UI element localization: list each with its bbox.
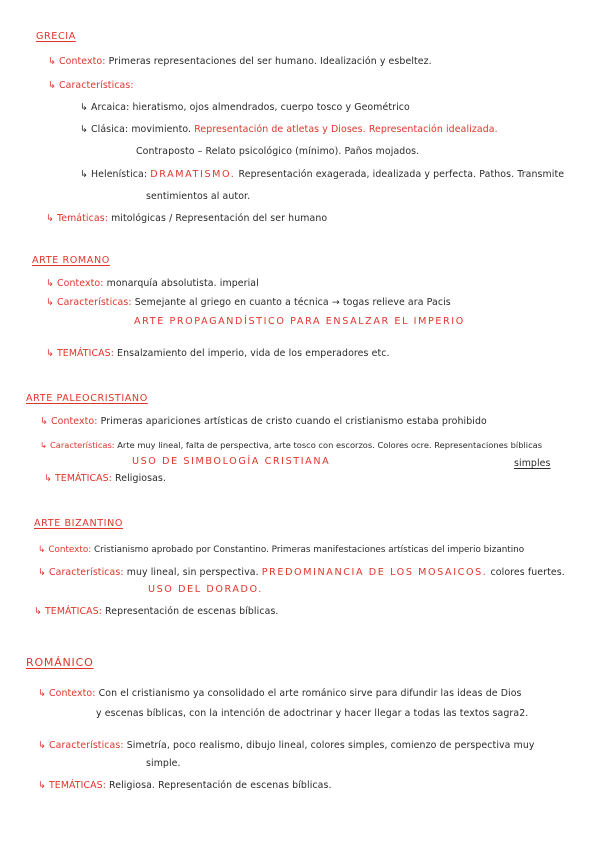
arrow-icon: ↳	[46, 297, 54, 308]
romano-tematicas-label: TEMÁTICAS:	[56, 348, 114, 359]
romano-caracteristicas-line	[46, 297, 451, 309]
grecia-helenistica-line2: sentimientos al autor.	[146, 191, 251, 202]
section-title-bizantino: ARTE BIZANTINO	[34, 518, 124, 529]
bizantino-caracteristicas-tail: colores fuertes.	[490, 567, 565, 578]
grecia-clasica-label: Clásica:	[90, 124, 129, 135]
arrow-icon: ↳	[48, 80, 56, 91]
romanico-contexto-label: Contexto:	[48, 688, 96, 699]
grecia-arcaica-label: Arcaica:	[90, 102, 130, 113]
section-title-romanico: ROMÁNICO	[26, 656, 94, 669]
arrow-icon: ↳	[38, 780, 46, 791]
romanico-caracteristicas-line	[38, 740, 535, 752]
romanico-tematicas-line	[38, 780, 332, 792]
grecia-tematicas-label: Temáticas:	[56, 213, 108, 224]
romanico-caracteristicas-label: Características:	[48, 740, 124, 751]
paleo-highlight: USO DE SIMBOLOGÍA CRISTIANA	[132, 456, 331, 467]
grecia-helenistica-label: Helenística:	[90, 169, 148, 180]
grecia-contexto-text: Primeras representaciones del ser humano. Idealización y esbeltez.	[108, 56, 432, 67]
paleo-tematicas-label: TEMÁTICAS:	[54, 473, 112, 484]
arrow-icon: ↳	[80, 169, 88, 180]
romanico-caracteristicas-line2: simple.	[146, 758, 181, 769]
grecia-arcaica-line	[80, 102, 410, 114]
section-title-paleocristiano: ARTE PALEOCRISTIANO	[26, 393, 148, 404]
arrow-icon: ↳	[46, 348, 54, 359]
paleo-caracteristicas-line	[40, 439, 542, 451]
arrow-icon: ↳	[80, 102, 88, 113]
romano-caracteristicas-text: Semejante al griego en cuanto a técnica → togas relieve ara Pacis	[134, 297, 451, 308]
romano-highlight: ARTE PROPAGANDÍSTICO PARA ENSALZAR EL IMPERIO	[134, 316, 465, 327]
arrow-icon: ↳	[38, 545, 46, 555]
grecia-helenistica-highlight: DRAMATISMO.	[150, 169, 236, 180]
grecia-contexto-label: Contexto:	[58, 56, 106, 67]
section-title-grecia: GRECIA	[36, 31, 76, 42]
bizantino-highlight: PREDOMINANCIA DE LOS MOSAICOS.	[261, 567, 488, 578]
grecia-clasica-line2: Contraposto – Relato psicológico (mínimo). Paños mojados.	[136, 146, 420, 157]
arrow-icon: ↳	[40, 416, 48, 427]
arrow-icon: ↳	[46, 278, 54, 289]
arrow-icon: ↳	[38, 567, 46, 578]
arrow-icon: ↳	[40, 440, 47, 450]
romano-contexto-text: monarquía absolutista. imperial	[106, 278, 259, 289]
paleo-contexto-line	[40, 416, 487, 428]
paleo-caracteristicas-text: Arte muy lineal, falta de perspectiva, arte tosco con escorzos. Colores ocre. Representaciones bíblicas	[117, 440, 543, 450]
bizantino-contexto-text: Cristianismo aprobado por Constantino. Primeras manifestaciones artísticas del imperio bizantino	[93, 545, 525, 555]
grecia-helenistica-line	[80, 169, 564, 181]
romano-contexto-label: Contexto:	[56, 278, 104, 289]
romanico-caracteristicas-text: Simetría, poco realismo, dibujo lineal, colores simples, comienzo de perspectiva muy	[126, 740, 535, 751]
bizantino-tematicas-text: Representación de escenas bíblicas.	[105, 606, 279, 617]
grecia-caracteristicas-label: Características:	[58, 80, 134, 91]
romanico-contexto-line	[38, 688, 522, 700]
grecia-clasica-highlight: Representación de atletas y Dioses. Representación idealizada.	[194, 124, 498, 135]
arrow-icon: ↳	[38, 740, 46, 751]
romano-caracteristicas-label: Características:	[56, 297, 132, 308]
romano-contexto-line	[46, 278, 259, 290]
romanico-contexto-text: Con el cristianismo ya consolidado el arte románico sirve para difundir las ideas de Dios	[98, 688, 522, 699]
bizantino-caracteristicas-label: Características:	[48, 567, 124, 578]
arrow-icon: ↳	[80, 124, 88, 135]
bizantino-caracteristicas-text: muy lineal, sin perspectiva.	[126, 567, 259, 578]
grecia-tematicas-line	[46, 213, 327, 225]
paleo-caracteristicas-label: Características:	[49, 440, 115, 450]
grecia-helenistica-text: Representación exagerada, idealizada y perfecta. Pathos. Transmite	[238, 169, 565, 180]
grecia-caracteristicas-line	[48, 80, 134, 92]
bizantino-dorado: USO DEL DORADO.	[148, 584, 263, 595]
romanico-tematicas-label: TEMÁTICAS:	[48, 780, 106, 791]
arrow-icon: ↳	[46, 213, 54, 224]
bizantino-caracteristicas-line	[38, 567, 565, 579]
grecia-arcaica-text: hieratismo, ojos almendrados, cuerpo tosco y Geométrico	[132, 102, 410, 113]
romano-tematicas-line	[46, 348, 390, 360]
paleo-contexto-label: Contexto:	[50, 416, 98, 427]
bizantino-contexto-label: Contexto:	[48, 545, 92, 555]
romanico-contexto-line2: y escenas bíblicas, con la intención de adoctrinar y hacer llegar a todas las textos sagra2.	[96, 708, 529, 719]
paleo-simples: simples	[514, 458, 551, 469]
grecia-clasica-line	[80, 124, 498, 136]
section-title-romano: ARTE ROMANO	[32, 255, 110, 266]
paleo-tematicas-line	[44, 473, 166, 485]
paleo-tematicas-text: Religiosas.	[115, 473, 167, 484]
bizantino-tematicas-label: TEMÁTICAS:	[44, 606, 102, 617]
bizantino-tematicas-line	[34, 606, 279, 618]
grecia-clasica-text: movimiento.	[131, 124, 192, 135]
grecia-contexto-line	[48, 56, 432, 68]
arrow-icon: ↳	[38, 688, 46, 699]
grecia-tematicas-text: mitológicas / Representación del ser humano	[111, 213, 328, 224]
arrow-icon: ↳	[34, 606, 42, 617]
romano-tematicas-text: Ensalzamiento del imperio, vida de los emperadores etc.	[117, 348, 390, 359]
arrow-icon: ↳	[44, 473, 52, 484]
bizantino-contexto-line	[38, 544, 524, 556]
arrow-icon: ↳	[48, 56, 56, 67]
romanico-tematicas-text: Religiosa. Representación de escenas bíblicas.	[109, 780, 332, 791]
paleo-contexto-text: Primeras apariciones artísticas de cristo cuando el cristianismo estaba prohibido	[100, 416, 487, 427]
